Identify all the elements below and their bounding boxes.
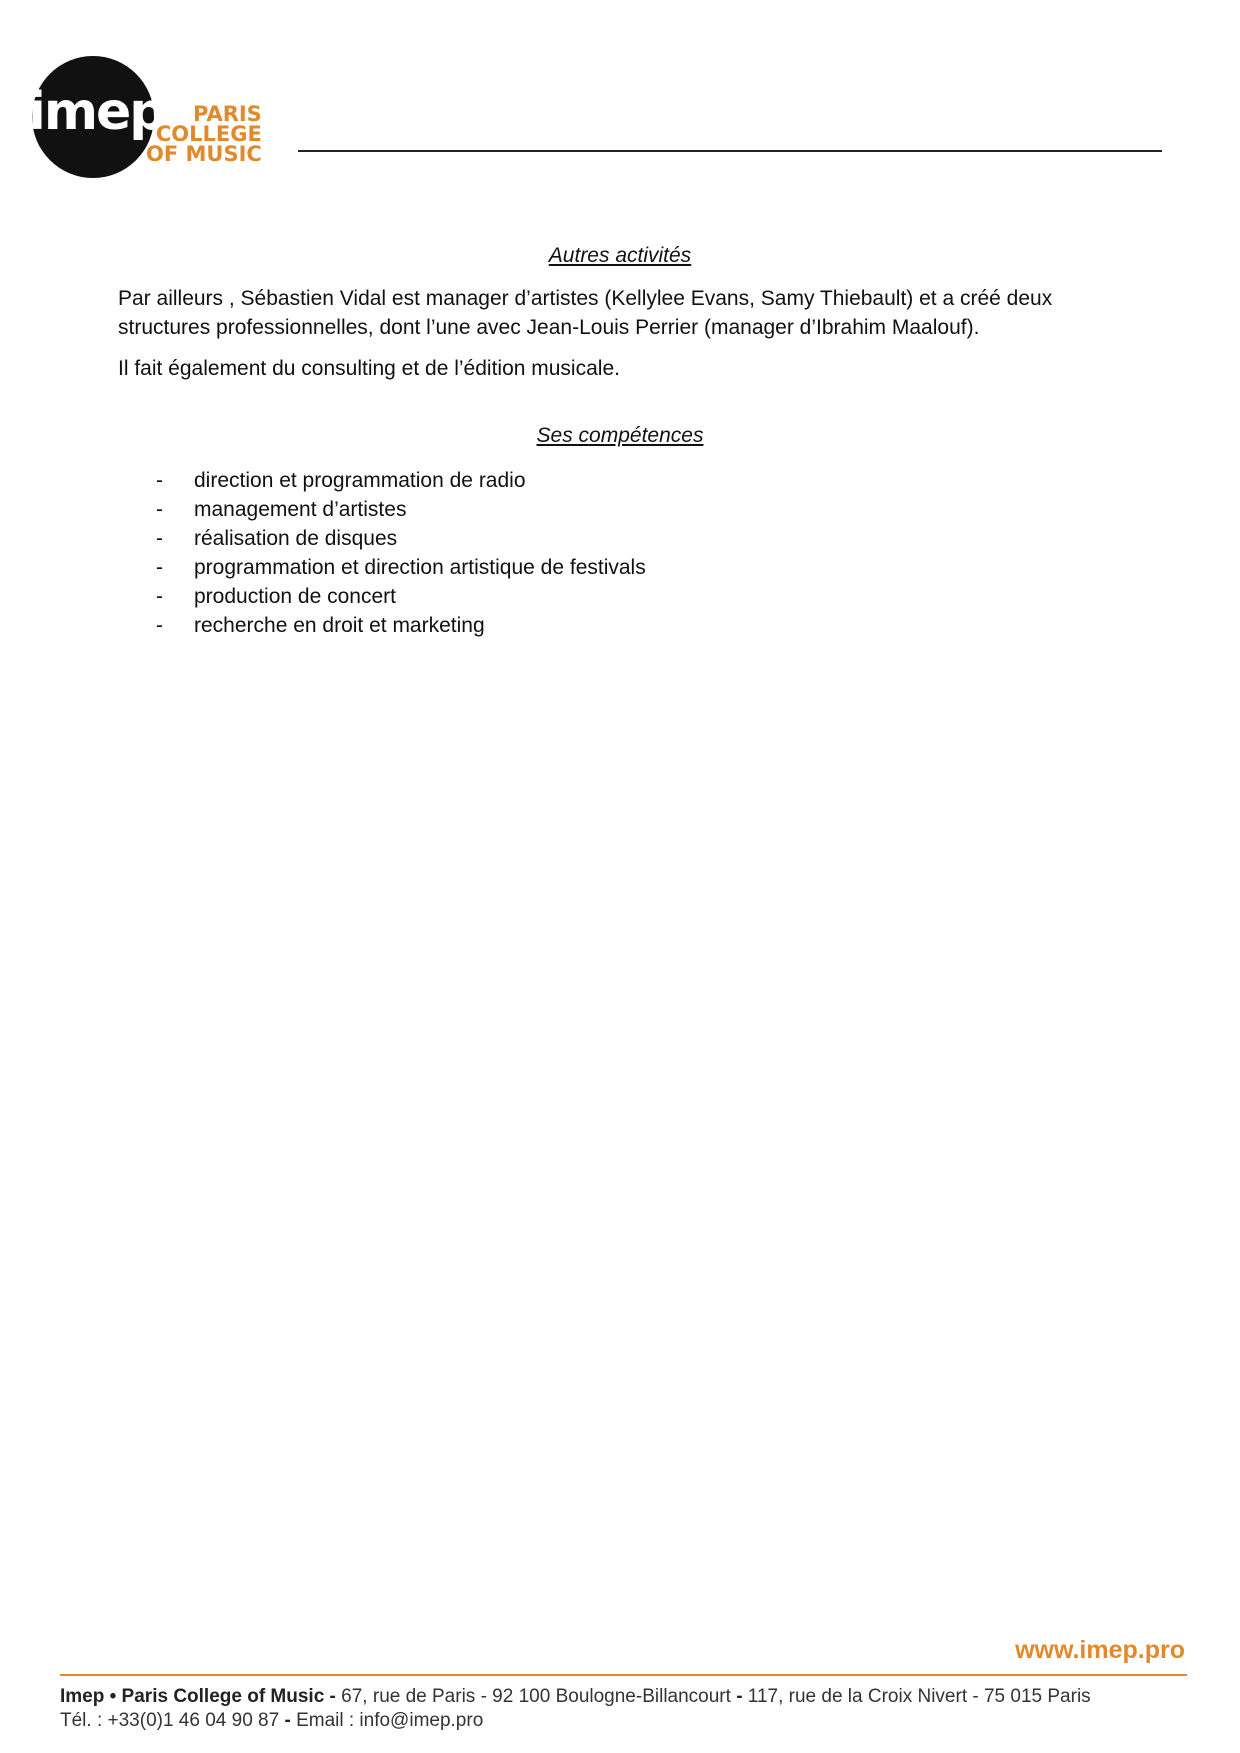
tagline-line-2: COLLEGE — [155, 122, 262, 146]
list-item-text: programmation et direction artistique de festivals — [194, 556, 646, 579]
list-item — [118, 524, 646, 553]
list-item-text: recherche en droit et marketing — [194, 614, 485, 637]
list-item — [118, 495, 646, 524]
header-divider — [298, 150, 1162, 152]
footer-contact-line — [60, 1710, 483, 1732]
paragraph-manager: Par ailleurs , Sébastien Vidal est manager d’artistes (Kellylee Evans, Samy Thiebault) et a créé deux structures professionnelles, dont l’une avec Jean-Louis Perrier (manager d’Ibrahim Maalouf). — [118, 287, 1053, 339]
list-bullet: - — [156, 498, 163, 521]
footer-separator: - — [736, 1686, 743, 1707]
footer-org: Imep • Paris College of Music - — [60, 1686, 336, 1707]
list-bullet: - — [156, 527, 163, 550]
list-bullet: - — [156, 585, 163, 608]
footer-divider — [60, 1674, 1187, 1676]
list-item-text: direction et programmation de radio — [194, 469, 526, 492]
footer-address-2: 117, rue de la Croix Nivert - 75 015 Paris — [742, 1686, 1091, 1707]
tagline-line-1: PARIS — [192, 102, 262, 126]
competences-list — [118, 466, 646, 640]
imep-logo — [28, 52, 268, 182]
footer-address-line — [60, 1686, 1091, 1708]
list-item — [118, 582, 646, 611]
logo-tagline — [146, 104, 262, 164]
paragraph-consulting: Il fait également du consulting et de l’édition musicale. — [118, 357, 620, 380]
footer-address: 67, rue de Paris - 92 100 Boulogne-Billancourt — [335, 1686, 737, 1707]
list-item — [118, 611, 646, 640]
section-title-autres-activites: Autres activités — [548, 244, 692, 267]
list-item-text: réalisation de disques — [194, 527, 398, 550]
list-bullet: - — [156, 614, 163, 637]
list-item — [118, 553, 646, 582]
list-item — [118, 466, 646, 495]
footer-phone: Tél. : +33(0)1 46 04 90 87 — [60, 1710, 285, 1731]
logo-wordmark-text: imep — [28, 82, 165, 142]
footer-email[interactable]: Email : info@imep.pro — [290, 1710, 484, 1731]
list-bullet: - — [156, 469, 163, 492]
list-bullet: - — [156, 556, 163, 579]
footer-website-link[interactable]: www.imep.pro — [1015, 1636, 1185, 1664]
section-title-competences: Ses compétences — [536, 424, 704, 447]
footer-separator-2: - — [284, 1710, 291, 1731]
list-item-text: management d’artistes — [194, 498, 407, 521]
tagline-line-3: OF MUSIC — [146, 142, 262, 166]
list-item-text: production de concert — [194, 585, 396, 608]
